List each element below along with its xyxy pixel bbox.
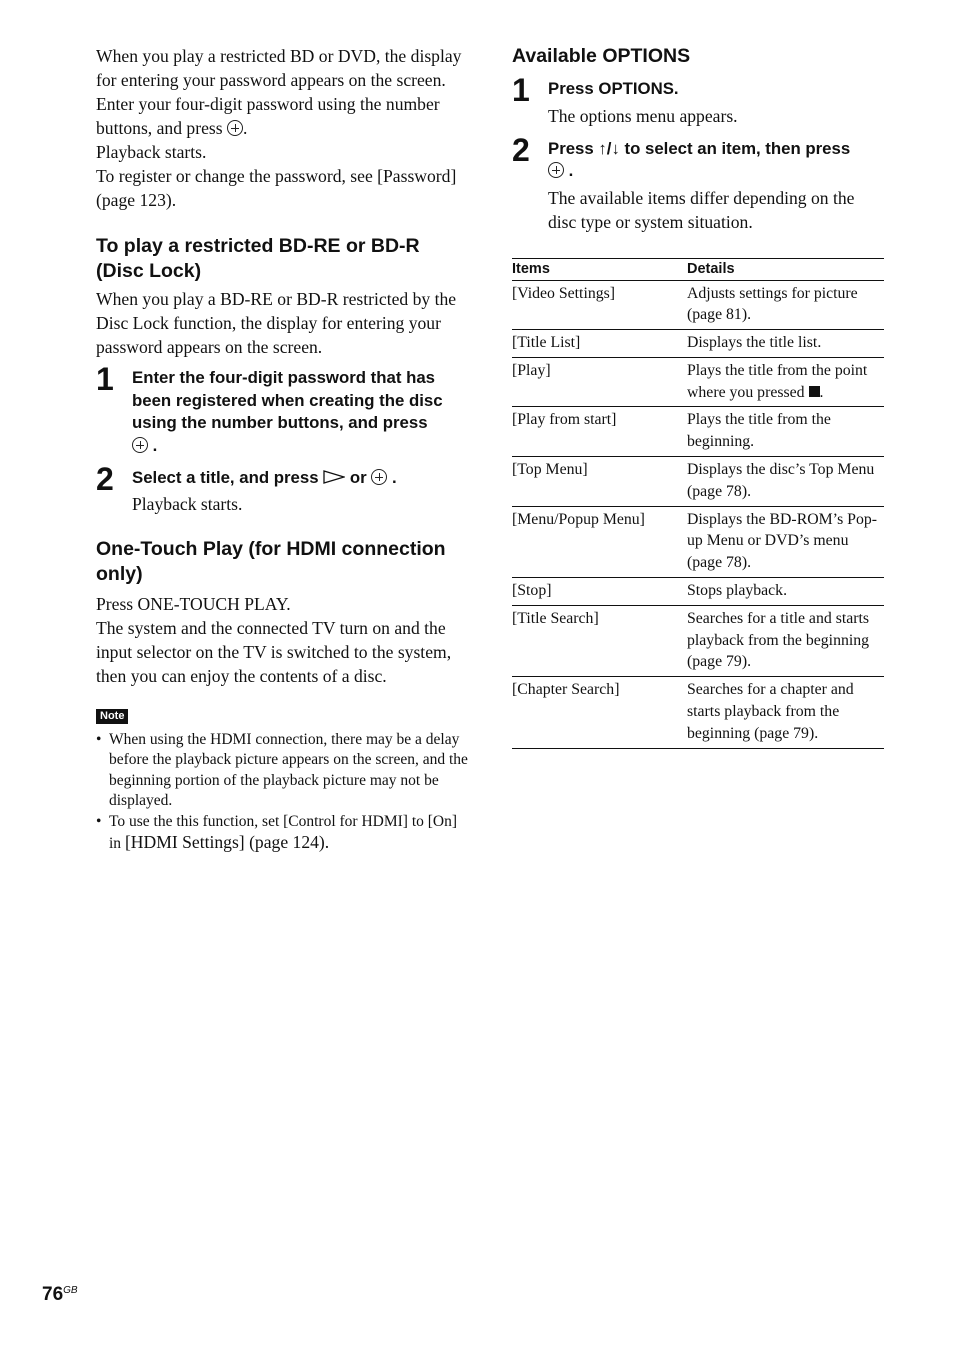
note-item: • When using the HDMI connection, there may be a delay before the playback picture appears on the screen, and the beginning portion of the playback picture may not be displayed. (96, 730, 468, 812)
item-cell: [Top Menu] (512, 457, 687, 507)
column-header-details: Details (687, 258, 884, 280)
detail-text: Plays the title from the point where you pressed (687, 361, 868, 401)
table-row (512, 506, 884, 577)
left-column (96, 44, 468, 855)
page-number-value: 76 (42, 1284, 64, 1305)
note-list (96, 730, 468, 855)
enter-button-icon (132, 437, 148, 453)
table-row (512, 677, 884, 748)
intro-paragraph: When you play a restricted BD or DVD, the display for entering your password appears on the screen. (96, 46, 462, 90)
step-body: The available items differ depending on the disc type or system situation. (548, 187, 855, 232)
detail-cell: Stops playback. (687, 578, 884, 606)
note-item (96, 812, 468, 855)
period: . (242, 118, 248, 138)
period: . (568, 161, 574, 180)
step-title: Press OPTIONS. (548, 79, 679, 98)
detail-cell: Displays the disc’s Top Menu (page 78). (687, 457, 884, 507)
detail-cell: Searches for a chapter and starts playback from the beginning (page 79). (687, 677, 884, 748)
period: . (152, 435, 158, 455)
item-cell: [Video Settings] (512, 280, 687, 330)
table-row (512, 330, 884, 358)
one-touch-heading: One-Touch Play (for HDMI connection only) (96, 537, 446, 585)
detail-cell: Searches for a title and starts playback from the beginning (page 79). (687, 605, 884, 676)
available-options-heading: Available OPTIONS (512, 45, 691, 67)
disc-lock-step-1 (96, 361, 468, 457)
step-number: 2 (96, 461, 114, 497)
note-item-text: To use the this function, set [Control for HDMI] to [On] in (109, 812, 458, 852)
item-cell: [Play] (512, 357, 687, 407)
table-row (512, 407, 884, 457)
detail-cell (687, 357, 884, 407)
table-row (512, 605, 884, 676)
intro-playback-starts: Playback starts. (96, 142, 207, 162)
detail-cell: Plays the title from the beginning. (687, 407, 884, 457)
item-cell: [Play from start] (512, 407, 687, 457)
table-row (512, 357, 884, 407)
page-number (42, 1284, 78, 1306)
period: . (819, 383, 824, 401)
detail-cell: Adjusts settings for picture (page 81). (687, 280, 884, 330)
enter-button-icon (371, 469, 387, 485)
disc-lock-heading: To play a restricted BD-RE or BD-R (Disc Lock) (96, 235, 420, 282)
disc-lock-step-2 (96, 461, 468, 516)
note-section (96, 706, 468, 855)
step-title-text: Enter the four-digit password that has been registered when creating the disc using the number buttons, and press (132, 368, 443, 432)
detail-cell: Displays the BD-ROM’s Pop-up Menu or DVD’s menu (page 78). (687, 506, 884, 577)
step-title (548, 138, 884, 183)
table-header-row (512, 258, 884, 280)
item-cell: [Chapter Search] (512, 677, 687, 748)
step-or-text: or (349, 468, 367, 487)
step-number: 1 (96, 361, 114, 397)
step-number: 2 (512, 131, 530, 168)
intro-password-text: Enter your four-digit password using the number buttons, and press (96, 94, 440, 138)
column-header-items: Items (512, 258, 687, 280)
right-column (512, 44, 884, 749)
enter-button-icon (548, 162, 564, 178)
enter-button-icon (227, 120, 243, 136)
page-suffix: GB (63, 1285, 78, 1296)
item-cell: [Menu/Popup Menu] (512, 506, 687, 577)
step-number: 1 (512, 72, 530, 108)
options-step-2 (512, 131, 884, 234)
one-touch-press: Press ONE-TOUCH PLAY. (96, 593, 291, 614)
item-cell: [Stop] (512, 578, 687, 606)
table-row (512, 578, 884, 606)
step-title (132, 467, 468, 490)
period: . (392, 468, 397, 487)
detail-cell: Displays the title list. (687, 330, 884, 358)
step-title-text: Press ↑/↓ to select an item, then press (548, 138, 851, 158)
stop-icon (809, 386, 820, 397)
options-table (512, 258, 884, 749)
one-touch-body: The system and the connected TV turn on and the input selector on the TV is switched to the system, then you can enjoy the contents of a disc. (96, 617, 452, 686)
play-arrow-icon (323, 470, 345, 484)
note-badge: Note (96, 709, 128, 724)
options-step-1 (512, 72, 884, 128)
table-row (512, 457, 884, 507)
table-row (512, 280, 884, 330)
item-cell: [Title Search] (512, 605, 687, 676)
item-cell: [Title List] (512, 330, 687, 358)
intro-register-password: To register or change the password, see [Password] (page 123). (96, 166, 457, 210)
step-body: The options menu appears. (548, 105, 738, 126)
step-title (132, 367, 468, 457)
step-body: Playback starts. (132, 493, 243, 514)
note-item-text-large: [HDMI Settings] (page 124). (124, 832, 330, 852)
disc-lock-body: When you play a BD-RE or BD-R restricted by the Disc Lock function, the display for entering your password appears on the screen. (96, 289, 457, 357)
intro-password-instruction (96, 92, 468, 140)
step-title-text: Select a title, and press (132, 468, 319, 487)
